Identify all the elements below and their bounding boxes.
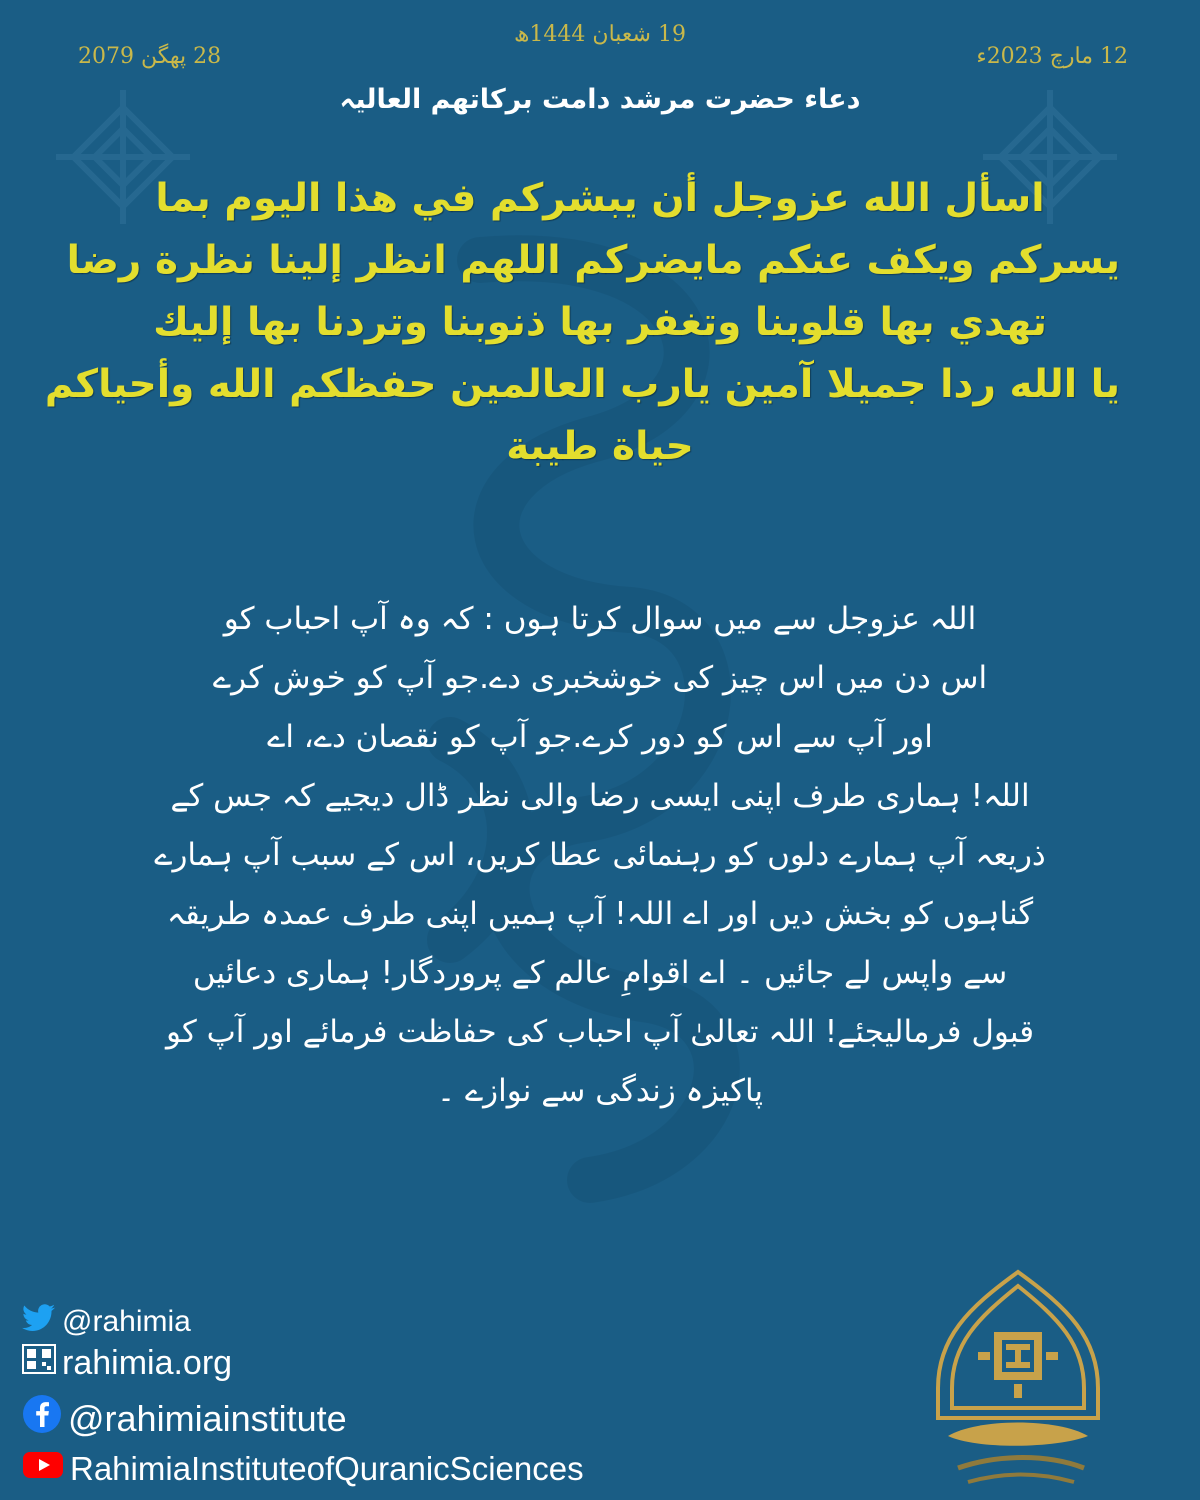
- arabic-line: حياة طيبة: [506, 424, 694, 469]
- arabic-line: تهدي بها قلوبنا وتغفر بها ذنوبنا وتردنا بها إليك: [153, 300, 1047, 345]
- facebook-text: @rahimiainstitute: [68, 1397, 347, 1439]
- urdu-line: اللہ! ہماری طرف اپنی ایسی رضا والی نظر ڈال دیجیے کہ جس کے: [170, 778, 1030, 814]
- arabic-dua: [44, 168, 1120, 478]
- website-text: rahimia.org: [62, 1344, 233, 1382]
- arabic-line: يا الله ردا جميلا آمين يارب العالمين حفظكم الله وأحياكم: [44, 362, 1120, 407]
- facebook-handle[interactable]: [22, 1394, 347, 1443]
- youtube-text: RahimiaInstituteofQuranicSciences: [70, 1450, 584, 1487]
- gregorian-date: 12 مارچ 2023ء: [976, 44, 1128, 69]
- urdu-line: گناہوں کو بخش دیں اور اے اللہ! آپ ہمیں اپنی طرف عمدہ طریقہ: [166, 896, 1034, 932]
- twitter-handle[interactable]: [22, 1304, 191, 1340]
- urdu-line: اور آپ سے اس کو دور کرے.جو آپ کو نقصان دے، اے: [267, 719, 933, 755]
- youtube-channel[interactable]: [22, 1450, 584, 1488]
- rahimia-logo: [908, 1268, 1128, 1490]
- urdu-line: اس دن میں اس چیز کی خوشخبری دے.جو آپ کو خوش کرے: [212, 660, 988, 696]
- bikrami-date: 28 پھگن 2079: [78, 44, 222, 69]
- website-link[interactable]: [22, 1344, 232, 1383]
- urdu-translation: [120, 590, 1080, 1121]
- dua-header: دعاء حضرت مرشد دامت برکاتھم العالیہ: [339, 84, 861, 115]
- hijri-date: 19 شعبان 1444ھ: [514, 22, 686, 47]
- twitter-text: @rahimia: [62, 1305, 191, 1338]
- urdu-line: ذریعہ آپ ہمارے دلوں کو رہنمائی عطا کریں، اس کے سبب آپ ہمارے: [154, 837, 1046, 873]
- youtube-icon: [22, 1450, 64, 1488]
- urdu-line: قبول فرمالیجئے! اللہ تعالیٰ آپ احباب کی حفاظت فرمائے اور آپ کو: [165, 1014, 1035, 1050]
- urdu-line: سے واپس لے جائیں ۔ اے اقوامِ عالم کے پروردگار! ہماری دعائیں: [192, 955, 1008, 991]
- urdu-line: پاکیزہ زندگی سے نوازے ۔: [436, 1073, 764, 1109]
- qr-code-icon: [22, 1344, 56, 1383]
- urdu-line: اللہ عزوجل سے میں سوال کرتا ہوں : کہ وہ آپ احباب کو: [223, 601, 977, 637]
- arabic-line: اسأل الله عزوجل أن يبشركم في هذا اليوم بما: [155, 176, 1045, 221]
- arabic-line: يسركم ويكف عنكم مايضركم اللهم انظر إلينا نظرة رضا: [66, 238, 1120, 283]
- facebook-icon: [22, 1394, 62, 1443]
- twitter-icon: [22, 1304, 56, 1340]
